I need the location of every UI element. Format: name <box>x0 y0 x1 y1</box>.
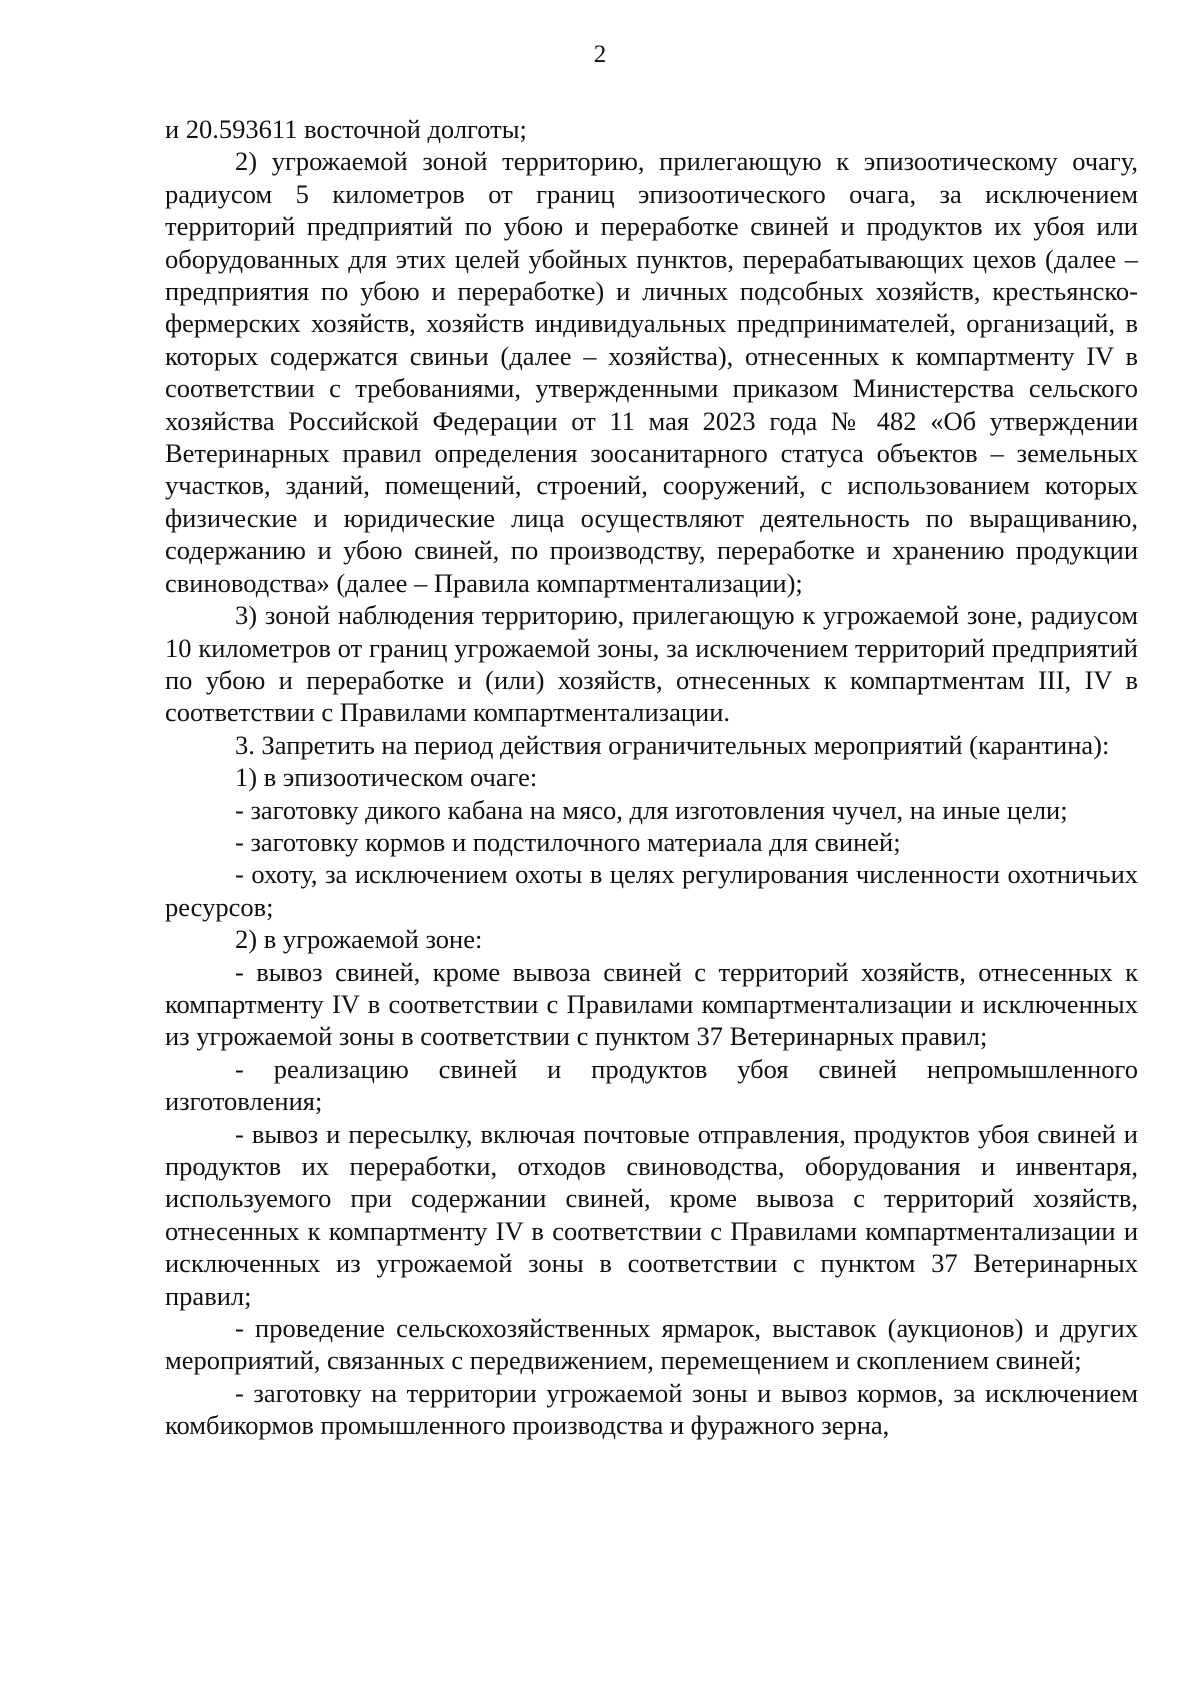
paragraph-item-3-prohibitions: 3. Запретить на период действия ограничительных мероприятий (карантина): <box>235 729 1110 760</box>
paragraph-coordinates-end: и 20.593611 восточной долготы; <box>165 114 527 144</box>
list-item: - заготовку кормов и подстилочного материала для свиней; <box>235 826 901 857</box>
paragraph-epizootic-focus-heading: 1) в эпизоотическом очаге: <box>235 762 538 793</box>
page-number: 2 <box>593 41 607 68</box>
paragraph-threatened-zone-heading: 2) в угрожаемой зоне: <box>235 924 483 955</box>
list-item: - охоту, за исключением охоты в целях регулирования численности охотничьих ресурсов; <box>165 859 1138 922</box>
paragraph-threatened-zone-definition: 2) угрожаемой зоной территорию, прилегающую к эпизоотическому очагу, радиусом 5 километров от границ эпизоотического очага, за исключением территорий предприятий по убою и переработке свиней и продуктов их убоя или оборудованных для этих целей убойных пунктов, перерабатывающих цехов (далее – предприятия по убою и переработке) и личных подсобных хозяйств, крестьянско-фермерских хозяйств, хозяйств индивидуальных предпринимателей, организаций, в которых содержатся свиньи (далее – хозяйства), отнесенных к компартменту IV в соответствии с требованиями, утвержденными приказом Министерства сельского хозяйства Российской Федерации от 11 мая 2023 года № 482 «Об утверждении Ветеринарных правил определения зоосанитарного статуса объектов – земельных участков, зданий, помещений, строений, сооружений, с использованием которых физические и юридические лица осуществляют деятельность по выращиванию, содержанию и убою свиней, по производству, переработке и хранению продукции свиноводства» (далее – Правила компартментализации); <box>165 146 1138 598</box>
list-item: - заготовку на территории угрожаемой зоны и вывоз кормов, за исключением комбикормов промышленного производства и фуражного зерна, <box>165 1377 1138 1441</box>
list-item: - вывоз и пересылку, включая почтовые отправления, продуктов убоя свиней и продуктов их переработки, отходов свиноводства, оборудования и инвентаря, используемого при содержании свиней, кроме вывоза с территорий хозяйств, отнесенных к компартменту IV в соответствии с Правилами компартментализации и исключенных из угрожаемой зоны в соответствии с пунктом 37 Ветеринарных правил; <box>165 1118 1138 1311</box>
list-item: - вывоз свиней, кроме вывоза свиней с территорий хозяйств, отнесенных к компартменту IV в соответствии с Правилами компартментализации и исключенных из угрожаемой зоны в соответствии с пунктом 37 Ветеринарных правил; <box>165 956 1138 1052</box>
document-body <box>165 113 1138 1442</box>
paragraph-observation-zone-definition: 3) зоной наблюдения территорию, прилегающую к угрожаемой зоне, радиусом 10 километров от границ угрожаемой зоны, за исключением территорий предприятий по убою и переработке и (или) хозяйств, отнесенных к компартментам III, IV в соответствии с Правилами компартментализации. <box>165 600 1138 728</box>
list-item: - реализацию свиней и продуктов убоя свиней непромышленного изготовления; <box>165 1053 1138 1117</box>
list-item: - проведение сельскохозяйственных ярмарок, выставок (аукционов) и других мероприятий, связанных с передвижением, перемещением и скоплением свиней; <box>165 1313 1138 1376</box>
list-item: - заготовку дикого кабана на мясо, для изготовления чучел, на иные цели; <box>235 794 1068 825</box>
